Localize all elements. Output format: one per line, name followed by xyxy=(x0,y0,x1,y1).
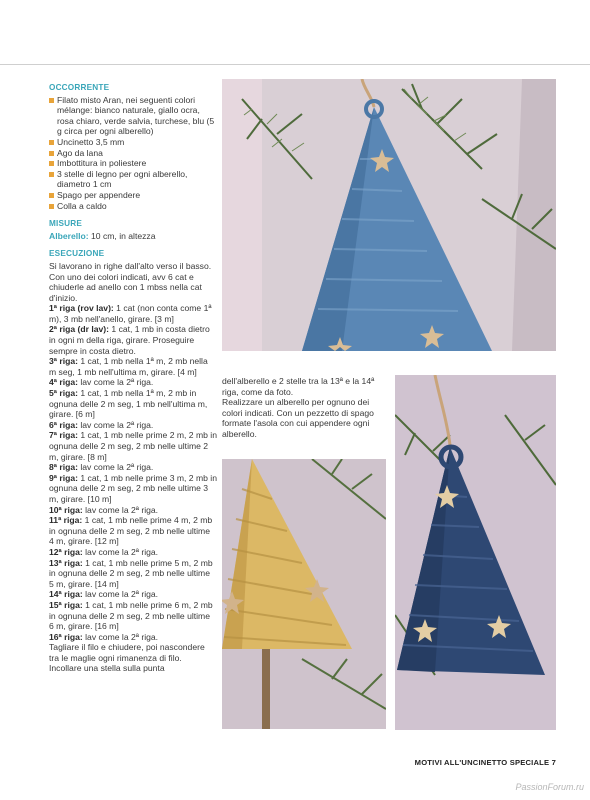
row-instruction xyxy=(49,303,217,324)
row-text: 1 cat (non conta come 1ª m), 3 mb nell'anello, girare. [3 m] xyxy=(49,303,212,324)
measures-heading: MISURE xyxy=(49,219,83,229)
row-text: lav come la 2ª riga. xyxy=(77,377,154,388)
row-label: 7ª riga: xyxy=(49,430,78,441)
row-label: 11ª riga: xyxy=(49,515,83,526)
row-instruction xyxy=(49,589,217,600)
row-label: 8ª riga: xyxy=(49,462,78,473)
row-text: lav come la 2ª riga. xyxy=(82,546,159,557)
row-instruction xyxy=(49,377,217,388)
materials-heading: OCCORRENTE xyxy=(49,83,110,92)
row-label: 15ª riga: xyxy=(49,599,83,610)
row-text: 1 cat, 1 mb nelle prime 2 m, 2 mb in ognuna delle 2 m seg, 2 mb nelle ultime 2 m, girare. [8 m] xyxy=(49,430,217,462)
row-text: 1 cat, 1 mb nelle prime 6 m, 2 mb in ognuna delle 2 m seg, 2 mb nelle ultime 6 m, girare. [16 m] xyxy=(49,599,213,632)
continuation-paragraph: Realizzare un alberello per ognuno dei colori indicati. Con un pezzetto di spago formate l'asola con cui appendere ogni alberello. xyxy=(222,397,374,439)
row-label: 10ª riga: xyxy=(49,504,83,515)
measures-text xyxy=(49,231,217,242)
row-label: 1ª riga (rov lav): xyxy=(49,303,114,314)
row-text: lav come la 2ª riga. xyxy=(77,419,154,430)
measures-value: 10 cm, in altezza xyxy=(88,230,156,241)
row-text: lav come la 2ª riga. xyxy=(82,631,159,642)
photo-ochre-tree xyxy=(222,459,386,729)
intro-paragraph: Con uno dei colori indicati, avv 6 cat e chiuderle ad anello con 1 mbss nella cat d'inizio. xyxy=(49,271,202,303)
material-item: Filato misto Aran, nei seguenti colori mélange: bianco naturale, giallo ocra, rosa chiaro, verde salvia, turchese, blu (5 g circa per ogni alberello) xyxy=(49,95,217,137)
outro-paragraph: Incollare una stella sulla punta xyxy=(49,663,165,674)
photo-turquoise-tree xyxy=(222,79,556,351)
row-instruction xyxy=(49,388,217,420)
row-instruction xyxy=(49,473,217,505)
continuation-paragraph: dell'alberello e 2 stelle tra la 13ª e la 14ª riga, come da foto. xyxy=(222,376,375,397)
row-text: 1 cat, 1 mb nella 1ª m, 2 mb nella m seg, 1 mb nell'ultima m, girare. [4 m] xyxy=(49,356,208,377)
photo-blue-tree xyxy=(395,375,556,730)
row-text: lav come la 2ª riga. xyxy=(77,462,154,473)
row-instruction xyxy=(49,505,217,516)
row-instruction xyxy=(49,632,217,643)
row-text: 1 cat, 1 mb nelle prime 5 m, 2 mb in ognuna delle 2 m seg, 2 mb nelle ultime 5 m, girare. [14 m] xyxy=(49,557,213,589)
row-instruction xyxy=(49,515,217,547)
measures-label: Alberello: xyxy=(49,230,89,241)
row-label: 4ª riga: xyxy=(49,377,78,388)
material-item: Imbottitura in poliestere xyxy=(49,158,217,169)
header-rule xyxy=(0,64,590,65)
row-text: 1 cat, 1 mb nelle prime 4 m, 2 mb in ognuna delle 2 m seg, 2 mb nelle ultime 4 m, girare. [12 m] xyxy=(49,515,213,547)
row-label: 6ª riga: xyxy=(49,419,78,430)
materials-list xyxy=(49,95,217,212)
row-text: 1 cat, 1 mb nelle prime 3 m, 2 mb in ognuna delle 2 m seg, 2 mb nelle ultime 3 m, girare. [10 m] xyxy=(49,472,217,504)
row-text: lav come la 2ª riga. xyxy=(82,504,159,515)
row-instruction xyxy=(49,462,217,473)
row-label: 16ª riga: xyxy=(49,631,83,642)
material-item: Spago per appendere xyxy=(49,190,217,201)
execution-heading: ESECUZIONE xyxy=(49,249,105,259)
execution-section xyxy=(49,249,217,674)
row-instruction xyxy=(49,356,217,377)
instructions-column xyxy=(49,83,217,674)
row-label: 13ª riga: xyxy=(49,557,83,568)
row-text: lav come la 2ª riga. xyxy=(82,589,159,600)
measures-section xyxy=(49,219,217,241)
row-text: 1 cat, 1 mb nella 1ª m, 2 mb in ognuna delle 2 m seg, 1 mb nell'ultima m, girare. [6 m] xyxy=(49,388,208,420)
row-label: 3ª riga: xyxy=(49,356,78,367)
material-item: Uncinetto 3,5 mm xyxy=(49,137,217,148)
watermark: PassionForum.ru xyxy=(515,782,584,792)
row-label: 2ª riga (dr lav): xyxy=(49,324,110,335)
continuation-column xyxy=(222,376,392,440)
row-instruction xyxy=(49,547,217,558)
row-label: 9ª riga: xyxy=(49,472,78,483)
material-item: Ago da lana xyxy=(49,148,217,159)
page-footer: MOTIVI ALL'UNCINETTO SPECIALE 7 xyxy=(414,758,556,767)
row-instruction xyxy=(49,558,217,590)
intro-paragraph: Si lavorano in righe dall'alto verso il basso. xyxy=(49,260,212,271)
row-label: 12ª riga: xyxy=(49,546,83,557)
row-text: 1 cat, 1 mb in costa dietro in ogni m della riga, girare. Proseguire sempre in costa dietro. xyxy=(49,324,210,356)
row-instruction xyxy=(49,420,217,431)
outro-paragraph: Tagliare il filo e chiudere, poi nascondere tra le maglie ogni rimanenza di filo. xyxy=(49,642,205,663)
row-label: 5ª riga: xyxy=(49,388,78,399)
material-item: 3 stelle di legno per ogni alberello, diametro 1 cm xyxy=(49,169,217,190)
material-item: Colla a caldo xyxy=(49,201,217,212)
row-instruction xyxy=(49,600,217,632)
row-instruction xyxy=(49,430,217,462)
row-label: 14ª riga: xyxy=(49,589,83,600)
row-instruction xyxy=(49,324,217,356)
